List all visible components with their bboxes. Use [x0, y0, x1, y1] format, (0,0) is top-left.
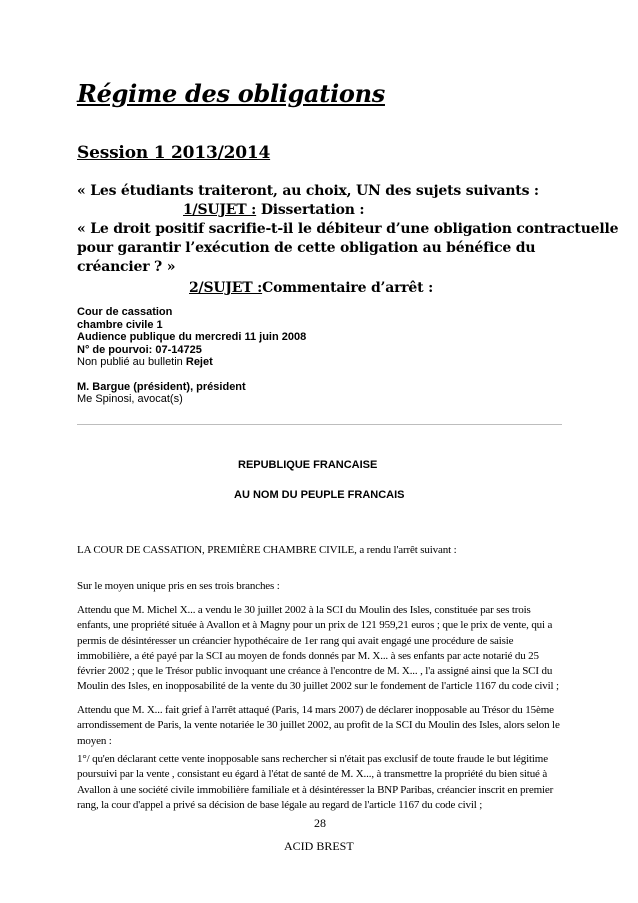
people-heading: AU NOM DU PEUPLE FRANCAIS: [234, 489, 405, 501]
subject-2-type: Commentaire d’arrêt :: [262, 280, 434, 296]
publication-status: [77, 356, 213, 368]
court-name: Cour de cassation: [77, 306, 173, 318]
decision-result: Rejet: [185, 356, 213, 368]
subject-2-heading: [189, 280, 433, 296]
paragraph-branch-1: 1°/ qu'en déclarant cette vente inopposable sans rechercher si n'était pas exclusif de toute fraude le but légitime poursuivi par la vente , consistant eu égard à l'état de santé de M. X..., à transmettre la propriété du bien situé à Avallon à une société civile immobilière familiale et à désintéresser la BNP Paribas, créancier inscrit en premier rang, la cour d'appel a privé sa décision de base légale au regard de l'article 1167 du code civil ;: [77, 753, 554, 811]
separator-line: [77, 424, 562, 425]
page-number: 28: [314, 816, 326, 830]
footer-label: ACID BREST: [284, 839, 354, 853]
session-heading: Session 1 2013/2014: [77, 143, 271, 163]
appeal-number: N° de pourvoi: 07-14725: [77, 344, 202, 356]
dissertation-line-2: pour garantir l’exécution de cette obligation au bénéfice du: [77, 240, 536, 256]
page-title: Régime des obligations: [77, 79, 385, 108]
subject-1-label: 1/SUJET :: [183, 202, 257, 218]
dissertation-line-1: « Le droit positif sacrifie-t-il le débiteur d’une obligation contractuelle: [77, 221, 619, 237]
ground-intro: Sur le moyen unique pris en ses trois branches :: [77, 580, 280, 592]
paragraph-grievance: Attendu que M. X... fait grief à l'arrêt attaqué (Paris, 14 mars 2007) de déclarer inopposable au Trésor du 15ème arrondissement de Paris, la vente notariée le 30 juillet 2002, au profit de la SCI du Moulin des Isles, alors selon le moyen :: [77, 704, 560, 747]
subject-2-label: 2/SUJET :: [189, 280, 263, 296]
paragraph-facts: Attendu que M. Michel X... a vendu le 30 juillet 2002 à la SCI du Moulin des Isles, constituée par ses trois enfants, une propriété située à Avallon et à Magny pour un prix de 121 959,21 euros ; que le prix de vente, qui a permis de désintéresser un créancier hypothécaire de 1er rang qui avait engagé une procédure de saisie immobilière, a été payé par la SCI au moyen de fonds donnés par M. X... à ses enfants par acte notarié du 25 février 2002 ; que le Trésor public invoquant une créance à l'encontre de M. X... , l'a assigné ainsi que la SCI du Moulin des Isles, en inopposabilité de la vente du 30 juillet 2002 sur le fondement de l'article 1167 du code civil ;: [77, 604, 559, 693]
publication-label: Non publié au bulletin: [77, 356, 183, 368]
dissertation-line-3: créancier ? »: [77, 259, 176, 275]
subject-1-heading: [183, 202, 364, 218]
chamber-name: chambre civile 1: [77, 319, 163, 331]
court-preamble: LA COUR DE CASSATION, PREMIÈRE CHAMBRE CIVILE, a rendu l'arrêt suivant :: [77, 544, 457, 556]
hearing-date: Audience publique du mercredi 11 juin 2008: [77, 331, 307, 343]
instructions-line: « Les étudiants traiteront, au choix, UN des sujets suivants :: [77, 183, 539, 199]
president-name: M. Bargue (président), président: [77, 381, 246, 393]
lawyers: Me Spinosi, avocat(s): [77, 393, 183, 405]
subject-1-type: Dissertation :: [256, 202, 365, 218]
republic-heading: REPUBLIQUE FRANCAISE: [238, 459, 378, 471]
